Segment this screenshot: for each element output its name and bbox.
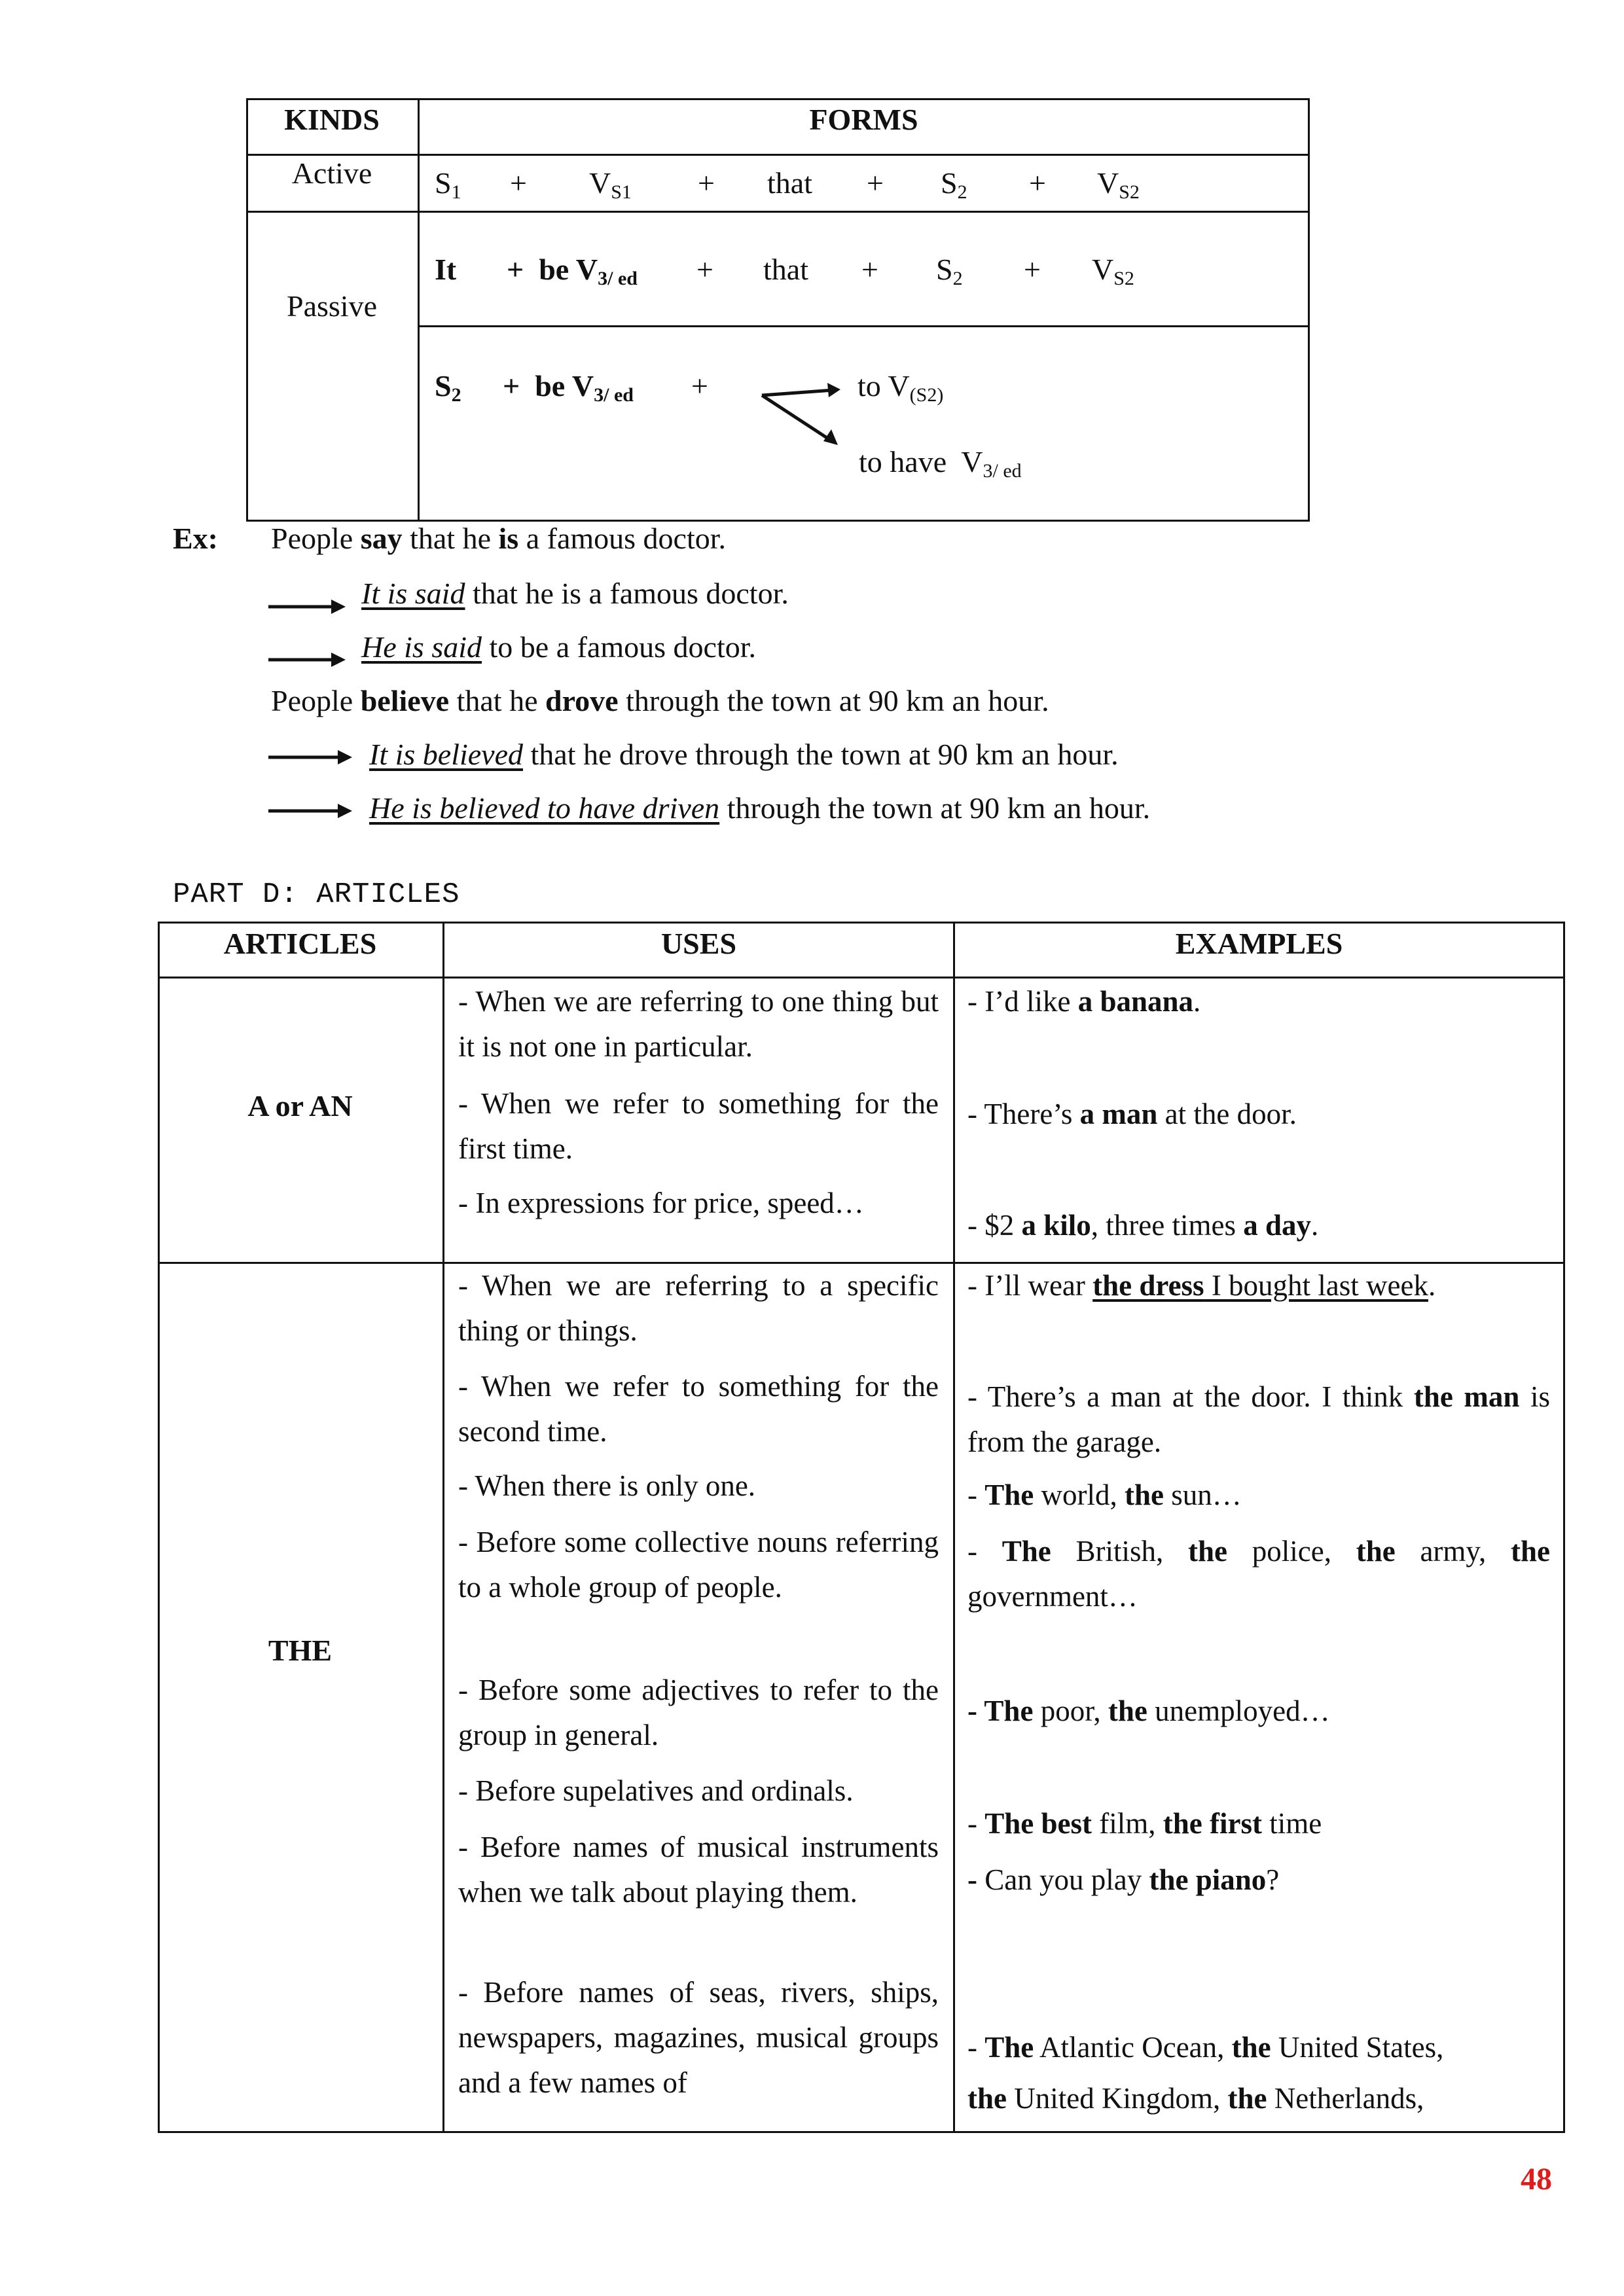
table-border bbox=[158, 2131, 1565, 2133]
article-a-an: A or AN bbox=[247, 1089, 353, 1122]
table-border bbox=[418, 98, 420, 522]
example-the-4: - The British, the police, the army, the government… bbox=[967, 1535, 1550, 1613]
table-border bbox=[158, 977, 1565, 978]
use-the-5: - Before some adjectives to refer to the group in general. bbox=[458, 1674, 939, 1751]
example-rewrite-4: He is believed to have driven through the town at 90 km an hour. bbox=[369, 791, 1151, 825]
header-articles: ARTICLES bbox=[223, 927, 377, 960]
article-the: THE bbox=[268, 1634, 333, 1667]
use-the-4: - Before some collective nouns referring to a whole group of people. bbox=[458, 1526, 939, 1604]
use-a-an-3: - In expressions for price, speed… bbox=[458, 1187, 864, 1219]
header-uses: USES bbox=[660, 927, 737, 960]
table-border bbox=[158, 922, 1565, 924]
use-a-an-1: - When we are referring to one thing but it is not one in particular. bbox=[458, 985, 939, 1063]
arrow-right-icon bbox=[268, 801, 353, 821]
example-the-7: - Can you play the piano? bbox=[967, 1863, 1280, 1896]
example-rewrite-1: It is said that he is a famous doctor. bbox=[361, 577, 789, 610]
table-border bbox=[246, 211, 1310, 213]
use-the-8: - Before names of seas, rivers, ships, newspapers, magazines, musical groups and a few names of bbox=[458, 1976, 939, 2099]
example-the-9: the United Kingdom, the Netherlands, bbox=[967, 2082, 1424, 2115]
example-the-6: - The best film, the first time bbox=[967, 1807, 1322, 1840]
example-a-an-3: - $2 a kilo, three times a day. bbox=[967, 1209, 1319, 1242]
page-number: 48 bbox=[1521, 2162, 1552, 2197]
example-the-1: - I’ll wear the dress I bought last week. bbox=[967, 1269, 1436, 1302]
use-the-7: - Before names of musical instruments when we talk about playing them. bbox=[458, 1831, 939, 1909]
use-a-an-2: - When we refer to something for the first time. bbox=[458, 1087, 939, 1165]
table-border bbox=[246, 98, 1310, 100]
example-rewrite-2: He is said to be a famous doctor. bbox=[361, 630, 757, 664]
use-the-2: - When we refer to something for the second time. bbox=[458, 1370, 939, 1448]
example-the-2: - There’s a man at the door. I think the man is from the garage. bbox=[967, 1380, 1551, 1458]
kind-passive: Passive bbox=[287, 289, 377, 323]
example-a-an-2: - There’s a man at the door. bbox=[967, 1098, 1297, 1130]
fork-arrow-icon bbox=[759, 378, 844, 450]
arrow-right-icon bbox=[268, 650, 347, 670]
kind-active: Active bbox=[291, 156, 372, 190]
header-examples: EXAMPLES bbox=[1175, 927, 1343, 960]
use-the-3: - When there is only one. bbox=[458, 1469, 756, 1502]
table-border bbox=[418, 325, 1310, 327]
table-border bbox=[1563, 922, 1565, 2133]
use-the-6: - Before supelatives and ordinals. bbox=[458, 1774, 854, 1807]
arrow-right-icon bbox=[268, 747, 353, 767]
section-title: PART D: ARTICLES bbox=[173, 878, 460, 911]
table-border bbox=[1308, 98, 1310, 522]
example-the-3: - The world, the sun… bbox=[967, 1479, 1242, 1511]
table-border bbox=[953, 922, 955, 2133]
table-border bbox=[442, 922, 444, 2133]
example-rewrite-3: It is believed that he drove through the town at 90 km an hour. bbox=[369, 738, 1119, 771]
example-a-an-1: - I’d like a banana. bbox=[967, 985, 1201, 1018]
use-the-1: - When we are referring to a specific thing or things. bbox=[458, 1269, 939, 1347]
header-forms: FORMS bbox=[809, 103, 918, 136]
example-sentence-2: People believe that he drove through the town at 90 km an hour. bbox=[271, 684, 1049, 717]
example-sentence-1: People say that he is a famous doctor. bbox=[271, 522, 727, 555]
example-the-5: - The poor, the unemployed… bbox=[967, 1695, 1330, 1727]
arrow-right-icon bbox=[268, 597, 347, 617]
examples-label: Ex: bbox=[173, 522, 218, 555]
header-kinds: KINDS bbox=[284, 103, 380, 136]
example-the-8: - The Atlantic Ocean, the United States, bbox=[967, 2031, 1444, 2064]
